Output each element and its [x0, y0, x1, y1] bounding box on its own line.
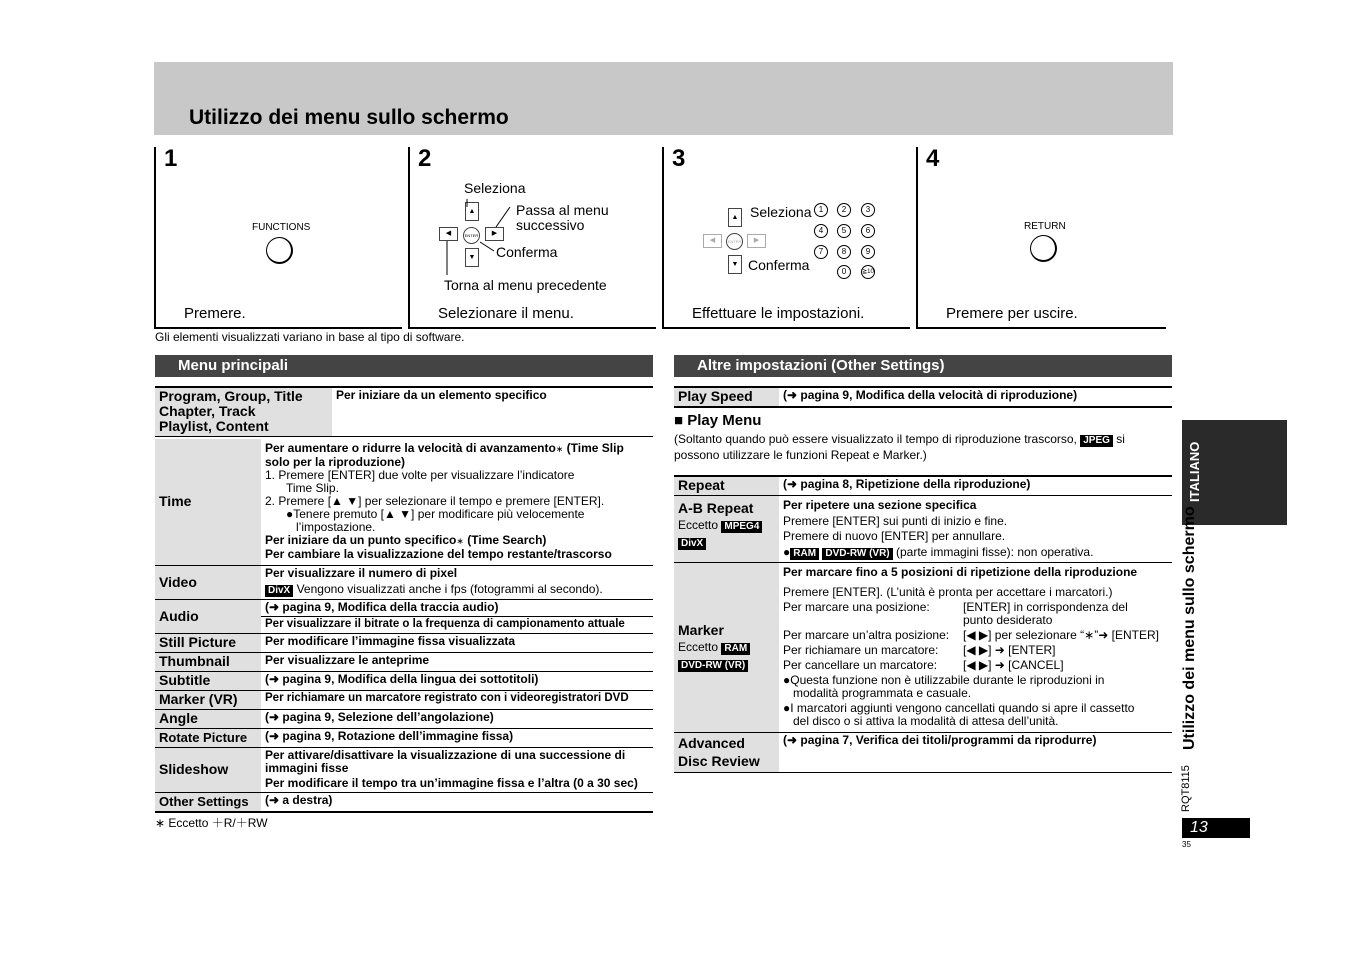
number-key-6: 6 — [861, 224, 875, 238]
sub-page-number: 35 — [1182, 840, 1191, 849]
row-key: Play Speed — [674, 387, 779, 407]
number-key-10: ≧10 — [861, 265, 875, 279]
number-key-1: 1 — [814, 203, 828, 217]
row-key: Marker (VR) — [155, 691, 261, 710]
row-key: Other Settings — [155, 793, 261, 813]
step-caption: Effettuare le impostazioni. — [692, 305, 865, 322]
up-arrow-icon: ▲ — [728, 208, 742, 227]
table-row — [155, 438, 653, 566]
next-label: Passa al menu — [516, 202, 609, 218]
step-1 — [154, 147, 402, 329]
row-key: Slideshow — [155, 748, 261, 793]
return-button-icon — [1030, 235, 1057, 262]
table-row — [155, 793, 653, 813]
step-2 — [408, 147, 656, 329]
table-row — [155, 691, 653, 710]
marker-desc: Per marcare fino a 5 posizioni di ripetizione della riproduzione Premere [ENTER]. (L’unità è pronta per accettare i marcatori.) Per marcare una posizione: [ENTER] in corrispondenza del punto desiderato Per marcare un’altra posizione: [◀ ▶] per selezionare “∗”➜ [ENTER] Per richiamare un marcatore: [◀ ▶] ➜ [ENTER] Per cancellare un marcatore: [◀ ▶] ➜ [CANCEL] ●Questa funzione non è utilizzabile durante le riproduzioni in modalità programmata e casuale. ●I marcatori aggiunti vengono cancellati quando si apre il cassetto del disco o si attiva la modalità di attesa dell’unità. — [779, 563, 1172, 733]
mpeg4-badge: MPEG4 — [721, 521, 762, 533]
table-row — [674, 496, 1172, 563]
step-caption: Premere per uscire. — [946, 305, 1078, 322]
title-banner — [154, 62, 1173, 135]
row-key: Angle — [155, 710, 261, 729]
number-key-5: 5 — [837, 224, 851, 238]
row-desc: Per attivare/disattivare la visualizzazione di una successione di immagini fisse Per modificare il tempo tra un’immagine fissa e l’altra (0 a 30 sec) — [261, 748, 653, 793]
right-arrow-icon: ▶ — [747, 234, 766, 248]
other-settings-header: Altre impostazioni (Other Settings) — [674, 355, 1172, 377]
row-key: Subtitle — [155, 672, 261, 691]
table-row — [155, 634, 653, 653]
row-desc: Per iniziare da un elemento specifico — [332, 387, 653, 437]
table-row — [155, 653, 653, 672]
row-key: Audio — [155, 600, 261, 634]
play-menu-heading: ■ Play Menu — [674, 412, 762, 429]
row-desc: (➜ pagina 9, Modifica della lingua dei sottotitoli) — [261, 672, 653, 691]
select-label: Seleziona — [750, 204, 812, 220]
row-key: Still Picture — [155, 634, 261, 653]
confirm-label: Conferma — [748, 257, 810, 273]
play-menu-note: (Soltanto quando può essere visualizzato il tempo di riproduzione trascorso, JPEG si possono utilizzare le funzioni Repeat e Marker.) — [674, 432, 1125, 462]
dvdrw-badge: DVD-RW (VR) — [678, 660, 748, 672]
model-code: RQT8115 — [1180, 765, 1192, 812]
ram-badge: RAM — [790, 548, 819, 560]
main-menu-header: Menu principali — [155, 355, 653, 377]
row-desc: (➜ pagina 9, Rotazione dell’immagine fissa) — [261, 729, 653, 748]
row-desc-2: Per visualizzare il bitrate o la frequenza di campionamento attuale — [261, 617, 653, 634]
left-arrow-icon: ◀ — [439, 227, 458, 241]
step-number: 1 — [164, 145, 178, 172]
other-settings-section — [674, 355, 1172, 773]
table-row — [674, 387, 1172, 407]
table-row — [155, 729, 653, 748]
left-arrow-icon: ◀ — [703, 234, 722, 248]
dvdrw-badge: DVD-RW (VR) — [822, 548, 892, 560]
ab-desc: Per ripetere una sezione specifica Premere [ENTER] sui punti di inizio e fine. Premere di nuovo [ENTER] per annullare. ● RAM DVD-RW (VR) (parte immagini fisse): non operativa. — [779, 496, 1172, 563]
number-key-3: 3 — [861, 203, 875, 217]
select-label: Seleziona — [464, 180, 526, 196]
play-menu-table — [674, 475, 1172, 773]
side-title: Utilizzo dei menu sullo schermo — [1181, 506, 1198, 750]
table-row — [674, 563, 1172, 733]
row-desc: Per visualizzare le anteprime — [261, 653, 653, 672]
enter-icon: ENTER — [463, 227, 480, 244]
table-row — [155, 748, 653, 793]
row-key: Rotate Picture — [155, 729, 261, 748]
footnote: ∗ Eccetto ＋R/＋RW — [155, 816, 268, 830]
step-4 — [916, 147, 1166, 329]
number-key-0: 0 — [837, 265, 851, 279]
prev-label: Torna al menu precedente — [444, 277, 607, 293]
functions-button-icon — [266, 237, 293, 264]
row-desc: (➜ a destra) — [261, 793, 653, 813]
number-key-7: 7 — [814, 245, 828, 259]
table-row — [155, 710, 653, 729]
jpeg-badge: JPEG — [1080, 435, 1113, 447]
row-key: Program, Group, Title Chapter, Track Playlist, Content — [155, 387, 332, 437]
note-text: Gli elementi visualizzati variano in base al tipo di software. — [155, 330, 465, 344]
page-title: Utilizzo dei menu sullo schermo — [189, 106, 509, 129]
marker-key: Marker Eccetto RAM DVD-RW (VR) — [674, 563, 779, 733]
row-key: Repeat — [674, 476, 779, 496]
page-number: 13 — [1182, 818, 1250, 838]
row-desc: (➜ pagina 9, Modifica della traccia audio) — [261, 600, 653, 617]
time-desc: Per aumentare o ridurre la velocità di avanzamento∗ (Time Slip solo per la riproduzione) 1. Premere [ENTER] due volte per visualizzare l’indicatore Time Slip. 2. Premere [▲ ▼] per selezionare il tempo e premere [ENTER]. ●Tenere premuto [▲ ▼] per modificare più velocemente l’impostazione. Per iniziare da un punto specifico∗ (Time Search) Per cambiare la visualizzazione del tempo restante/trascorso — [261, 438, 653, 566]
confirm-label: Conferma — [496, 244, 558, 260]
row-desc: (➜ pagina 9, Selezione dell’angolazione) — [261, 710, 653, 729]
table-row — [674, 476, 1172, 496]
row-desc: (➜ pagina 7, Verifica dei titoli/programmi da riprodurre) — [779, 733, 1172, 773]
main-menu-section — [155, 355, 653, 831]
table-row — [155, 600, 653, 617]
step-2-leader-lines — [410, 147, 656, 327]
return-label: RETURN — [1024, 221, 1066, 232]
play-speed-table — [674, 386, 1172, 408]
row-key: Thumbnail — [155, 653, 261, 672]
row-desc: Per modificare l’immagine fissa visualizzata — [261, 634, 653, 653]
right-arrow-icon: ▶ — [485, 227, 504, 241]
ab-key: A-B Repeat Eccetto MPEG4 DivX — [674, 496, 779, 563]
table-row — [155, 566, 653, 600]
table-row — [155, 387, 653, 437]
table-row — [155, 672, 653, 691]
divx-badge: DivX — [678, 538, 706, 550]
down-arrow-icon: ▼ — [465, 248, 479, 267]
row-desc: Per visualizzare il numero di pixel DivX Vengono visualizzati anche i fps (fotogrammi al secondo). — [261, 566, 653, 600]
step-number: 3 — [672, 145, 686, 172]
row-key: Advanced Disc Review — [674, 733, 779, 773]
step-number: 2 — [418, 145, 432, 172]
next-label-2: successivo — [516, 217, 585, 233]
divx-badge: DivX — [265, 585, 293, 597]
row-key: Time — [155, 438, 261, 566]
step-number: 4 — [926, 145, 940, 172]
enter-icon: ENTER — [726, 233, 743, 250]
language-label: ITALIANO — [1187, 441, 1202, 502]
number-key-8: 8 — [837, 245, 851, 259]
functions-label: FUNCTIONS — [252, 222, 311, 233]
table-row — [674, 733, 1172, 773]
main-menu-table — [155, 386, 653, 437]
step-caption: Premere. — [184, 305, 246, 322]
down-arrow-icon: ▼ — [728, 255, 742, 274]
row-desc: (➜ pagina 8, Ripetizione della riproduzione) — [779, 476, 1172, 496]
up-arrow-icon: ▲ — [465, 202, 479, 221]
row-desc: (➜ pagina 9, Modifica della velocità di riproduzione) — [779, 387, 1172, 407]
step-3 — [662, 147, 910, 329]
number-key-4: 4 — [814, 224, 828, 238]
main-menu-table-2 — [155, 437, 653, 813]
number-key-9: 9 — [861, 245, 875, 259]
number-key-2: 2 — [837, 203, 851, 217]
row-key: Video — [155, 566, 261, 600]
row-desc: Per richiamare un marcatore registrato con i videoregistratori DVD — [261, 691, 653, 710]
step-caption: Selezionare il menu. — [438, 305, 574, 322]
ram-badge: RAM — [721, 643, 750, 655]
